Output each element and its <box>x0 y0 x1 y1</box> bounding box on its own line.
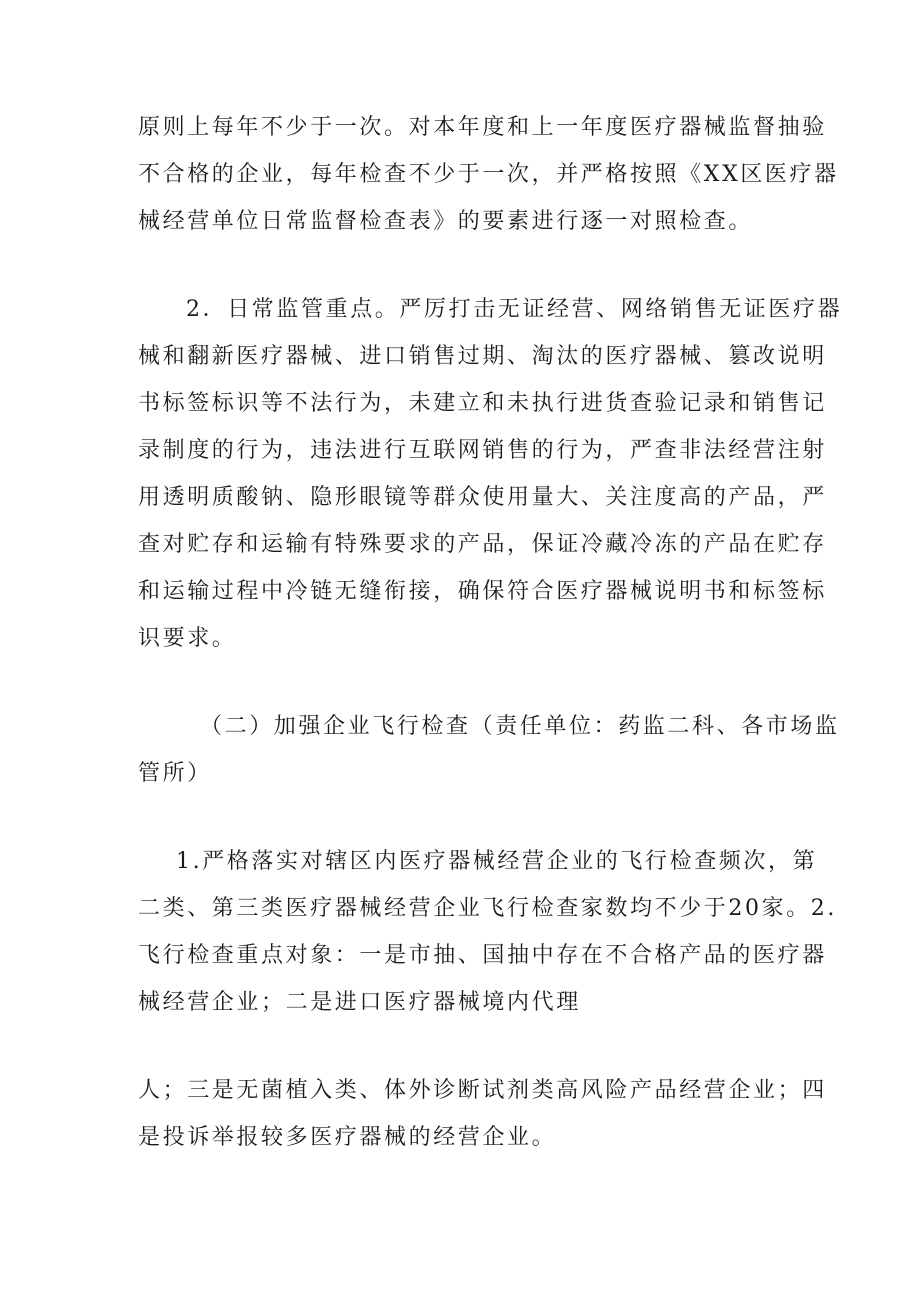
paragraph-line: 和运输过程中冷链无缝衔接，确保符合医疗器械说明书和标签标 <box>138 579 827 604</box>
paragraph-line: 录制度的行为，违法进行互联网销售的行为，严查非法经营注射 <box>138 438 827 463</box>
paragraph-line: 械经营单位日常监督检查表》的要素进行逐一对照检查。 <box>138 209 754 234</box>
paragraph-line: 械经营企业；二是进口医疗器械境内代理 <box>138 990 581 1015</box>
paragraph-line: 2．日常监管重点。严厉打击无证经营、网络销售无证医疗器 <box>186 297 843 322</box>
paragraph-line: 原则上每年不少于一次。对本年度和上一年度医疗器械监督抽验 <box>138 115 827 140</box>
section-heading: （二）加强企业飞行检查（责任单位：药监二科、各市场监 <box>200 714 840 739</box>
paragraph-line: 械和翻新医疗器械、进口销售过期、淘汰的医疗器械、篡改说明 <box>138 344 827 369</box>
paragraph-line: 识要求。 <box>138 626 237 651</box>
paragraph-line: 1.严格落实对辖区内医疗器械经营企业的飞行检查频次，第 <box>176 849 818 874</box>
paragraph-line: 二类、第三类医疗器械经营企业飞行检查家数均不少于20家。2. <box>138 896 837 921</box>
paragraph-line: 飞行检查重点对象：一是市抽、国抽中存在不合格产品的医疗器 <box>138 943 827 968</box>
paragraph-line: 不合格的企业，每年检查不少于一次，并严格按照《XX区医疗器 <box>138 162 839 187</box>
paragraph-line: 用透明质酸钠、隐形眼镜等群众使用量大、关注度高的产品，严 <box>138 485 827 510</box>
paragraph-line: 查对贮存和运输有特殊要求的产品，保证冷藏冷冻的产品在贮存 <box>138 532 827 557</box>
paragraph-line: 人；三是无菌植入类、体外诊断试剂类高风险产品经营企业；四 <box>138 1078 827 1103</box>
paragraph-line: 书标签标识等不法行为，未建立和未执行进货查验记录和销售记 <box>138 391 827 416</box>
paragraph-line: 是投诉举报较多医疗器械的经营企业。 <box>138 1125 557 1150</box>
section-heading: 管所） <box>138 761 212 786</box>
